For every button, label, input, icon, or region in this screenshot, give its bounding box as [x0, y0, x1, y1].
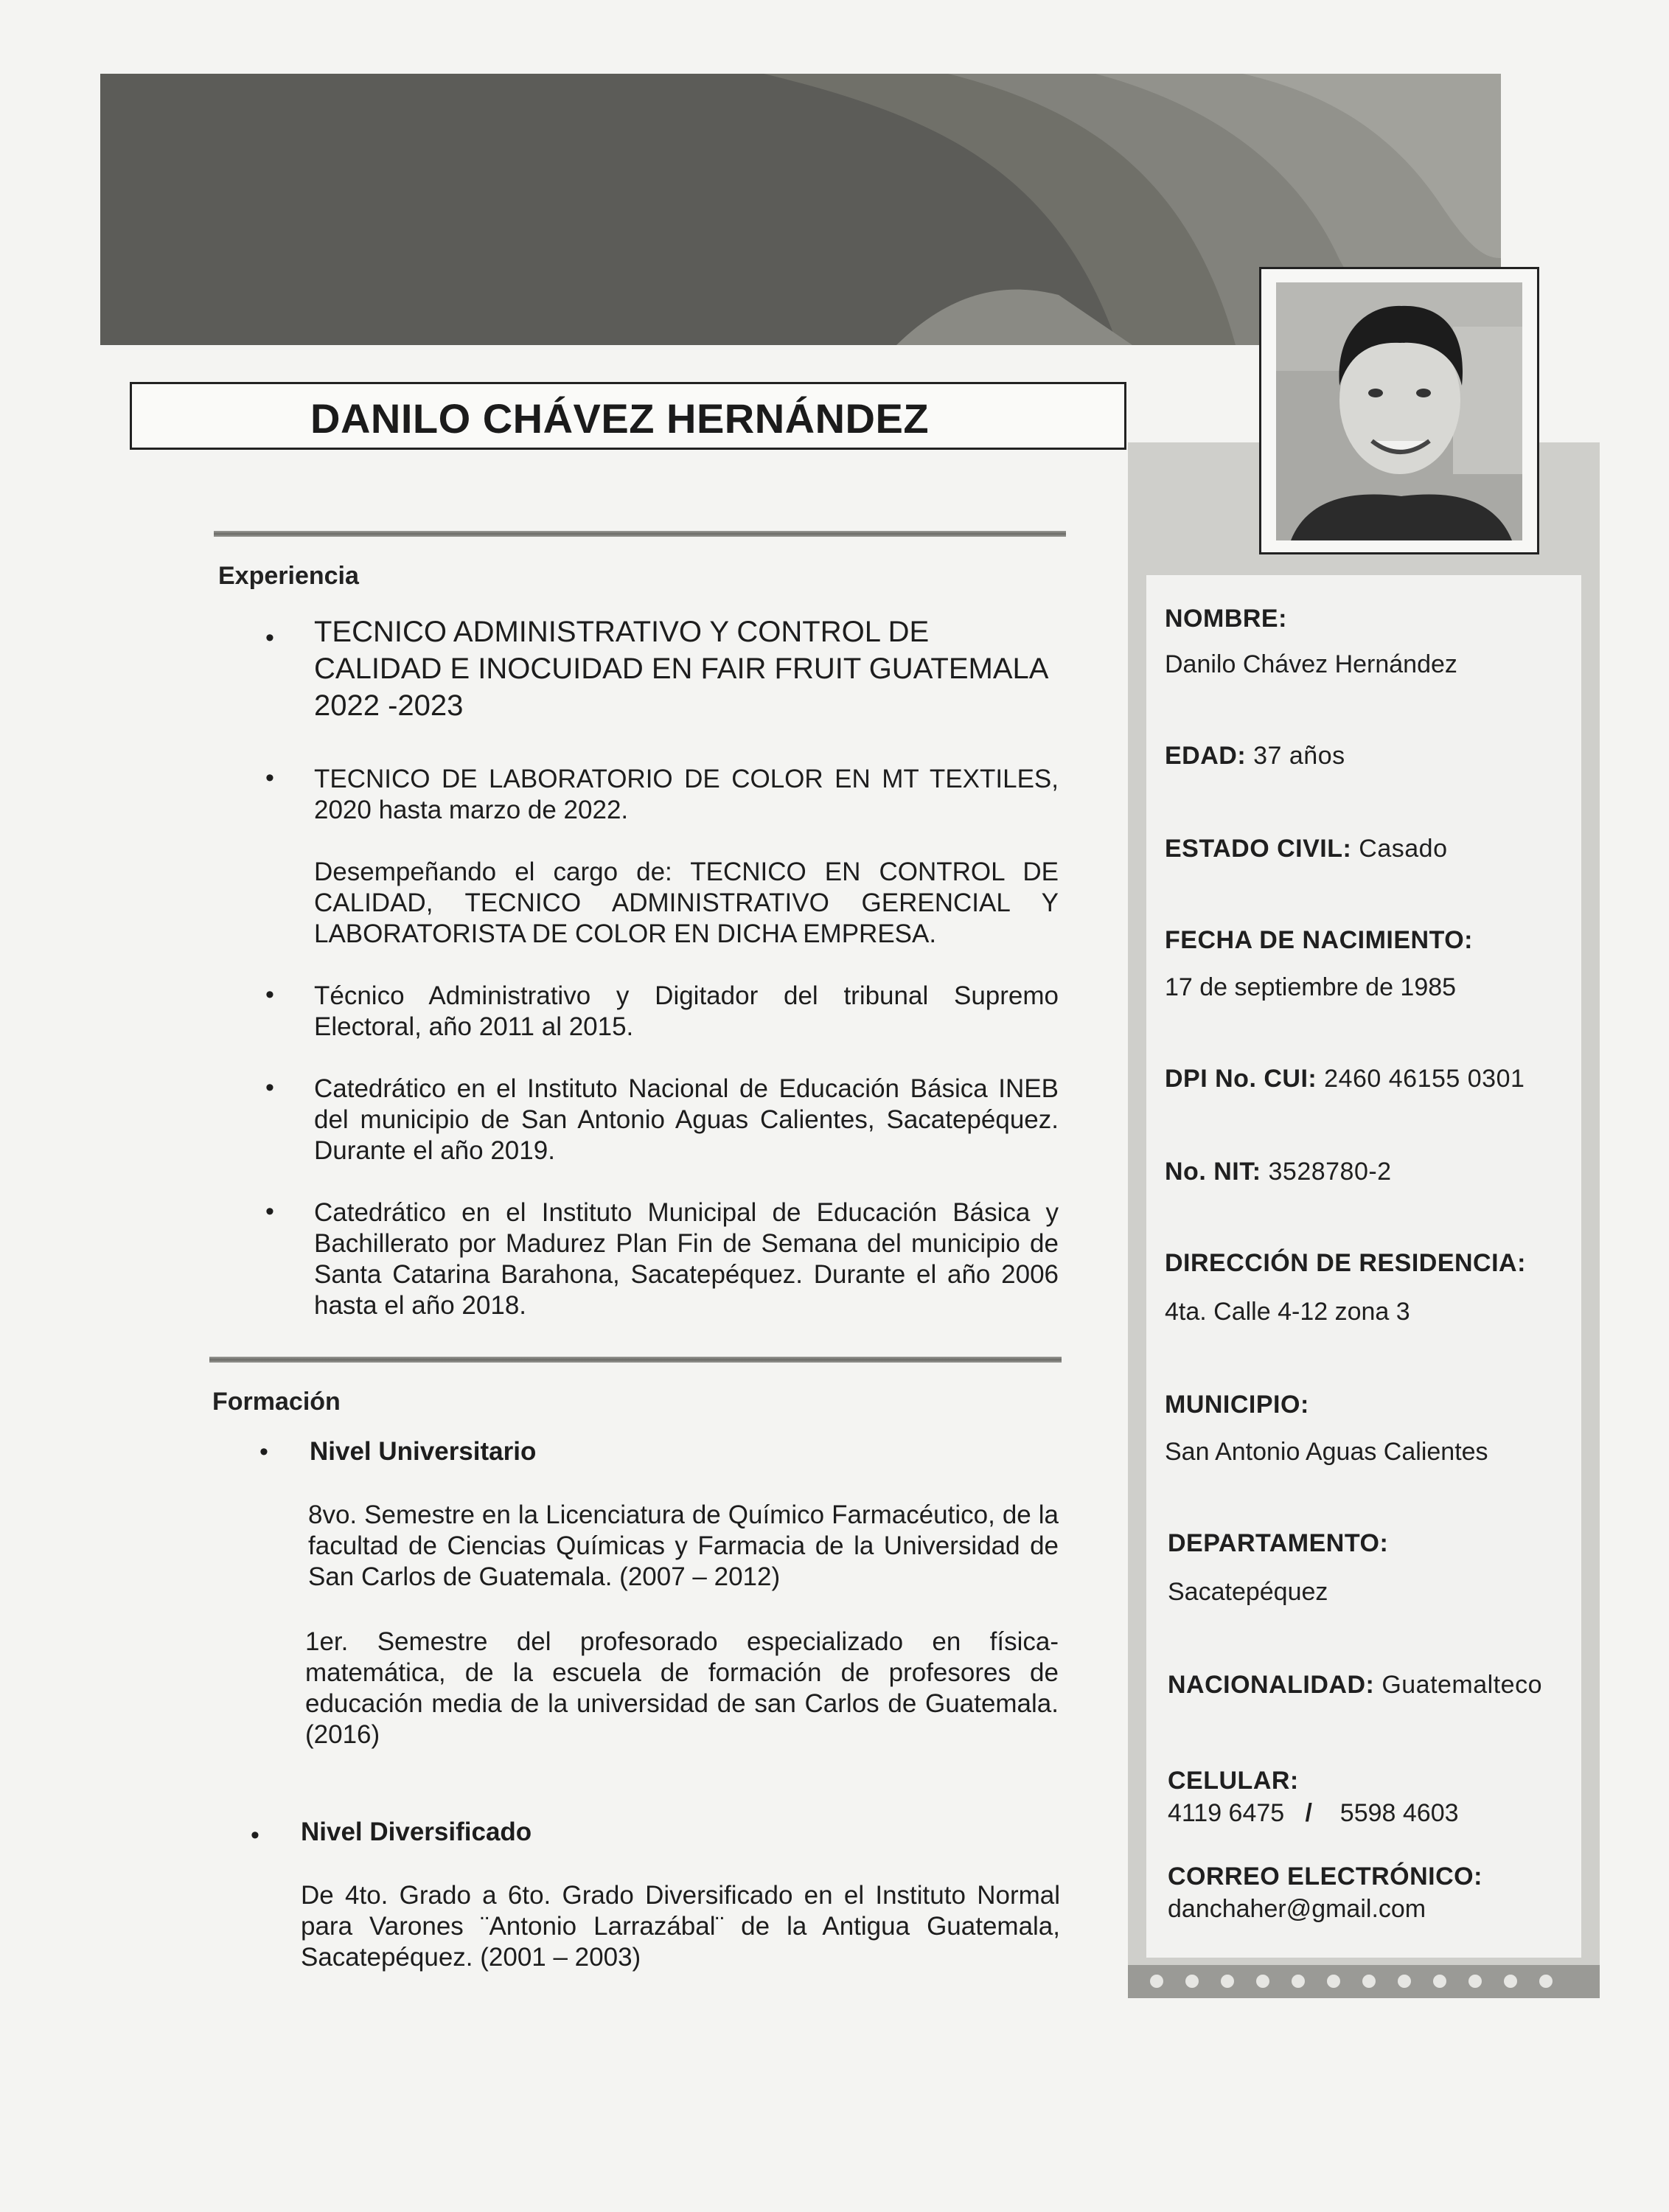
education-entry: De 4to. Grado a 6to. Grado Diversificado en el Instituto Normal para Varones ¨Antonio Larrazábal¨ de la Antigua Guatemala, Sacatepéquez. (2001 – 2003): [301, 1881, 1060, 1972]
field-estado-civil: ESTADO CIVIL: Casado: [1165, 835, 1448, 863]
label-departamento: DEPARTAMENTO:: [1168, 1529, 1389, 1557]
experience-item: Catedrático en el Instituto Municipal de Educación Básica y Bachillerato por Madurez Plan Fin de Semana del municipio de Santa Catarina Barahona, Sacatepéquez. Durante el año 2006 hasta el año 2018.: [314, 1198, 1059, 1320]
label-correo: CORREO ELECTRÓNICO:: [1168, 1863, 1482, 1891]
name-box: [130, 382, 1126, 450]
experience-detail: Desempeñando el cargo de: TECNICO EN CONTROL DE CALIDAD, TECNICO ADMINISTRATIVO GERENCIAL Y LABORATORISTA DE COLOR EN DICHA EMPRESA.: [314, 858, 1059, 948]
panel-bottom-strip: [1128, 1965, 1600, 1998]
field-nacionalidad: NACIONALIDAD: Guatemalteco: [1168, 1671, 1542, 1699]
field-edad: EDAD: 37 años: [1165, 742, 1345, 770]
label-direccion: DIRECCIÓN DE RESIDENCIA:: [1165, 1249, 1526, 1277]
section-title-education: Formación: [212, 1388, 341, 1416]
section-title-experience: Experiencia: [218, 562, 359, 590]
value-correo: danchaher@gmail.com: [1168, 1895, 1426, 1923]
experience-item: TECNICO DE LABORATORIO DE COLOR EN MT TEXTILES, 2020 hasta marzo de 2022.: [314, 765, 1059, 824]
value-departamento: Sacatepéquez: [1168, 1578, 1328, 1606]
candidate-name: DANILO CHÁVEZ HERNÁNDEZ: [310, 395, 930, 442]
bullet: •: [265, 624, 274, 652]
value-celular: 4119 6475 / 5598 4603: [1168, 1799, 1459, 1827]
value-fecha-nacimiento: 17 de septiembre de 1985: [1165, 973, 1457, 1001]
bullet: •: [265, 1197, 274, 1225]
field-nit: No. NIT: 3528780-2: [1165, 1158, 1392, 1186]
profile-photo: [1276, 282, 1522, 540]
bullet: •: [259, 1438, 268, 1466]
label-fecha-nacimiento: FECHA DE NACIMIENTO:: [1165, 926, 1473, 954]
profile-photo-frame: [1259, 267, 1539, 554]
divider-line: [214, 531, 1066, 537]
value-direccion: 4ta. Calle 4-12 zona 3: [1165, 1298, 1410, 1326]
label-nombre: NOMBRE:: [1165, 605, 1287, 633]
education-entry: 1er. Semestre del profesorado especializado en física-matemática, de la escuela de formación de profesores de educación media de la universidad de san Carlos de Guatemala. (2016): [305, 1627, 1059, 1749]
value-municipio: San Antonio Aguas Calientes: [1165, 1438, 1488, 1466]
divider-line: [209, 1357, 1062, 1363]
education-level-university: Nivel Universitario: [310, 1437, 537, 1466]
experience-item: TECNICO ADMINISTRATIVO Y CONTROL DE CALIDAD E INOCUIDAD EN FAIR FRUIT GUATEMALA 2022 -2023: [314, 616, 1048, 722]
education-entry: 8vo. Semestre en la Licenciatura de Químico Farmacéutico, de la facultad de Ciencias Químicas y Farmacia de la Universidad de San Carlos de Guatemala. (2007 – 2012): [308, 1500, 1059, 1591]
experience-item: Técnico Administrativo y Digitador del tribunal Supremo Electoral, año 2011 al 2015.: [314, 981, 1059, 1041]
bullet: •: [265, 764, 274, 792]
experience-item: Catedrático en el Instituto Nacional de Educación Básica INEB del municipio de San Antonio Aguas Calientes, Sacatepéquez. Durante el año 2019.: [314, 1074, 1059, 1165]
field-dpi: DPI No. CUI: 2460 46155 0301: [1165, 1065, 1525, 1093]
education-level-diversified: Nivel Diversificado: [301, 1818, 532, 1846]
label-celular: CELULAR:: [1168, 1767, 1299, 1795]
label-municipio: MUNICIPIO:: [1165, 1391, 1309, 1419]
bullet: •: [265, 981, 274, 1009]
bullet: •: [251, 1821, 259, 1849]
bullet: •: [265, 1074, 274, 1102]
value-nombre: Danilo Chávez Hernández: [1165, 650, 1457, 678]
